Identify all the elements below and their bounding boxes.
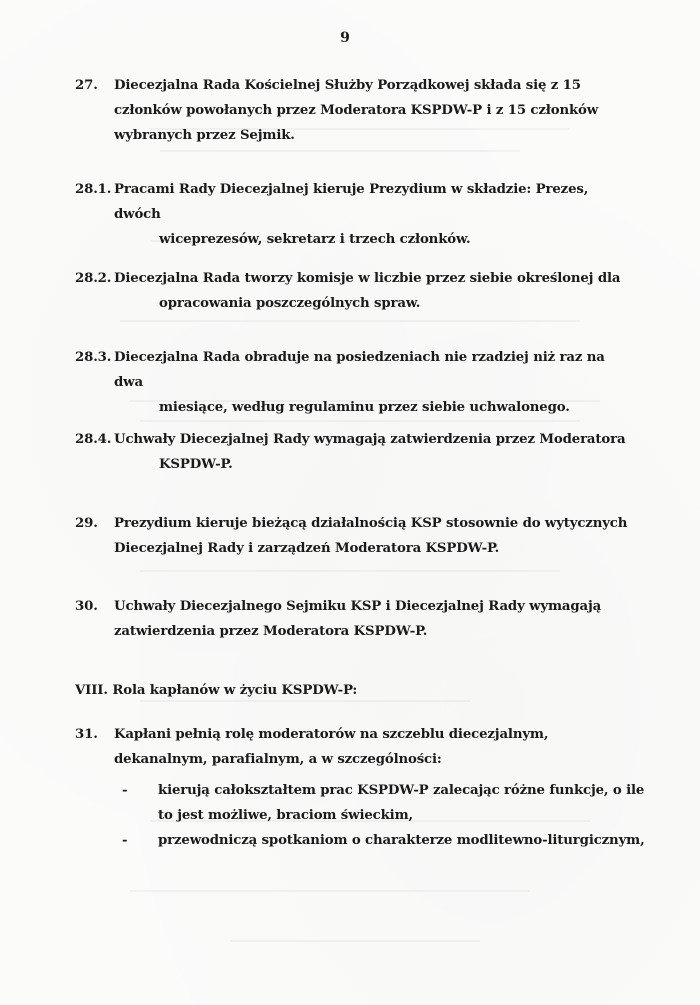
paragraph-number: 28.4. <box>75 432 112 447</box>
paragraph-number: 30. <box>75 599 98 614</box>
show-through-texture <box>120 320 580 322</box>
paragraph-27 <box>75 73 635 148</box>
paragraph-28-1 <box>75 177 635 252</box>
paragraph-first-line: Uchwały Diecezjalnego Sejmiku KSP i Diecezjalnej Rady wymagają <box>114 599 602 614</box>
paragraph-text <box>114 511 635 561</box>
paragraph-number: 27. <box>75 78 98 93</box>
paragraph-first-line: Diecezjalna Rada tworzy komisje w liczbie przez siebie określonej dla <box>114 271 621 286</box>
paragraph-continuation: parafialnym, a w szczególności: <box>211 752 442 767</box>
bullet-item <box>118 828 648 853</box>
paragraph-text <box>114 345 635 420</box>
bullet-item <box>118 778 648 828</box>
bullet-line: to jest możliwe, braciom świeckim, <box>158 808 413 823</box>
paragraph-first-line: Pracami Rady Diecezjalnej kieruje Prezydium w składzie: Prezes, dwóch <box>114 182 589 222</box>
paragraph-continuation: zatwierdzenia przez Moderatora KSPDW-P. <box>114 624 428 639</box>
page-number: 9 <box>340 30 350 46</box>
paragraph-first-line: Prezydium kieruje bieżącą działalnością KSP stosownie do wytycznych <box>114 516 628 531</box>
paragraph-number: 31. <box>75 727 98 742</box>
paragraph-first-line: Kapłani pełnią rolę moderatorów na szczeblu diecezjalnym, dekanalnym, <box>114 727 549 767</box>
paragraph-text <box>114 73 635 148</box>
show-through-texture <box>140 420 580 422</box>
show-through-texture <box>140 570 560 572</box>
paragraph-continuation: Diecezjalnej Rady i zarządzeń Moderatora KSPDW-P. <box>114 541 500 556</box>
paragraph-continuation: opracowania poszczególnych spraw. <box>159 296 421 311</box>
paragraph-31 <box>75 722 635 772</box>
paragraph-number: 29. <box>75 516 98 531</box>
paragraph-continuation: KSPDW-P. <box>159 457 233 472</box>
paragraph-number: 28.3. <box>75 350 112 365</box>
paragraph-30 <box>75 594 635 644</box>
paragraph-first-line: Uchwały Diecezjalnej Rady wymagają zatwierdzenia przez Moderatora <box>114 432 626 447</box>
paragraph-text <box>114 722 635 772</box>
bullet-line: przewodniczą spotkaniom o charakterze modlitewno-liturgicznym, <box>158 833 645 848</box>
paragraph-first-line: Diecezjalna Rada obraduje na posiedzeniach nie rzadziej niż raz na dwa <box>114 350 605 390</box>
paragraph-text <box>114 177 635 252</box>
section-heading: VIII. Rola kapłanów w życiu KSPDW-P: <box>75 683 358 698</box>
paragraph-continuation: powołanych przez Moderatora KSPDW-P i z 15 członków wybranych przez Sejmik. <box>114 103 599 143</box>
paragraph-28-3 <box>75 345 635 420</box>
bullet-list <box>118 778 648 853</box>
show-through-texture <box>230 940 480 942</box>
paragraph-first-line: Diecezjalna Rada Kościelnej Służby Porządkowej składa się z 15 członków <box>114 78 581 118</box>
bullet-line: kierują całokształtem prac KSPDW-P zalecając różne funkcje, o ile <box>158 783 645 798</box>
paragraph-continuation: wiceprezesów, sekretarz i trzech członków. <box>159 232 471 247</box>
paragraph-text <box>114 594 635 644</box>
bullet-dash: - <box>122 833 128 848</box>
paragraph-28-4 <box>75 427 635 477</box>
bullet-dash: - <box>122 783 128 798</box>
paragraph-number: 28.2. <box>75 271 112 286</box>
show-through-texture <box>160 150 520 152</box>
paragraph-text <box>114 266 635 316</box>
show-through-texture <box>130 890 530 892</box>
paragraph-continuation: miesiące, według regulaminu przez siebie uchwalonego. <box>159 400 570 415</box>
paragraph-text <box>114 427 635 477</box>
paragraph-28-2 <box>75 266 635 316</box>
paragraph-29 <box>75 511 635 561</box>
paragraph-number: 28.1. <box>75 182 112 197</box>
